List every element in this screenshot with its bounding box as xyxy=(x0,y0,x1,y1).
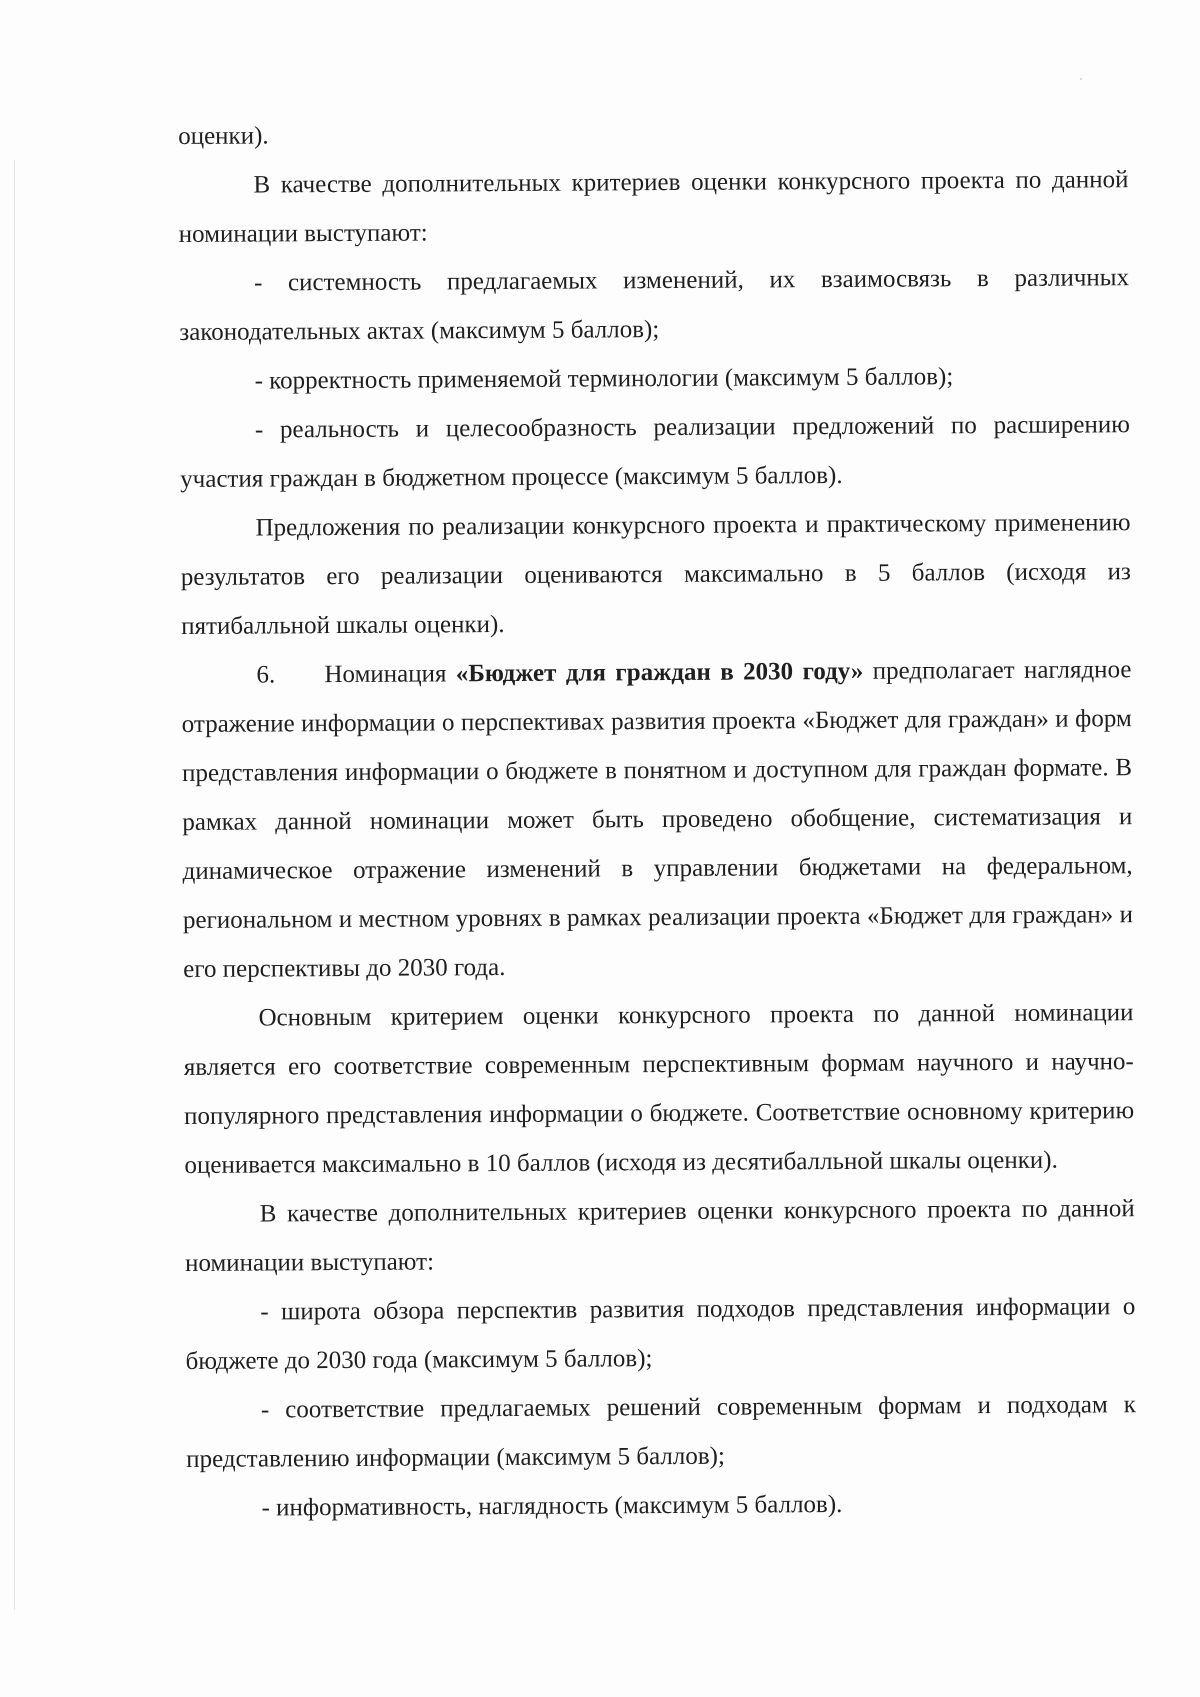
scan-edge-line xyxy=(14,160,15,1610)
criterion-informativeness: - информативность, наглядность (максимум 5 баллов). xyxy=(261,1490,843,1522)
paragraph-additional-criteria-intro: В качестве дополнительных критериев оценки конкурсного проекта по данной номинации выступают: xyxy=(178,166,1129,248)
nomination-description: предполагает наглядное отражение информации о перспективах развития проекта «Бюджет для граждан» и форм представления информации о бюджете в понятном и доступном для граждан формате. В рамках данной номинации может быть проведено обобщение, систематизация и динамическое отражение изменений в управлении бюджетами на федеральном, региональном и местном уровнях в рамках реализации проекта «Бюджет для граждан» и его перспективы до 2030 года. xyxy=(181,656,1134,983)
nomination-lead-text: Номинация xyxy=(324,660,456,689)
scan-speck xyxy=(1080,78,1082,80)
criterion-feasibility: - реальность и целесообразность реализации предложений по расширению участия граждан в бюджетном процессе (максимум 5 баллов). xyxy=(180,411,1131,493)
criterion-terminology: - корректность применяемой терминологии (максимум 5 баллов); xyxy=(254,363,954,395)
document-body xyxy=(178,106,1137,1533)
paragraph-nomination-6 xyxy=(181,645,1133,994)
criterion-modern-forms: - соответствие предлагаемых решений современным формам и подходам к представлению информации (максимум 5 баллов); xyxy=(186,1391,1136,1473)
paragraph-implementation-proposals: Предложения по реализации конкурсного проекта и практическому применению результатов его реализации оцениваются максимально в 5 баллов (исходя из пятибалльной шкалы оценки). xyxy=(180,509,1131,640)
nomination-title: «Бюджет для граждан в 2030 году» xyxy=(455,657,864,688)
paragraph-main-criterion: Основным критерием оценки конкурсного проекта по данной номинации является его соответствие современным перспективным формам научного и научно-популярного представления информации о бюджете. Соответствие основному критерию оценивается максимально в 10 баллов (исходя из десятибалльной шкалы оценки). xyxy=(183,999,1135,1179)
section-number: 6. xyxy=(256,661,276,689)
criterion-review-breadth: - широта обзора перспектив развития подходов представления информации о бюджете до 2030 года (максимум 5 баллов); xyxy=(185,1293,1136,1375)
paragraph-continuation: оценки). xyxy=(178,122,269,150)
paragraph-additional-criteria-intro-2: В качестве дополнительных критериев оценки конкурсного проекта по данной номинации выступают: xyxy=(184,1195,1135,1277)
criterion-systematic-changes: - системность предлагаемых изменений, их взаимосвязь в различных законодательных актах (максимум 5 баллов); xyxy=(179,264,1130,346)
